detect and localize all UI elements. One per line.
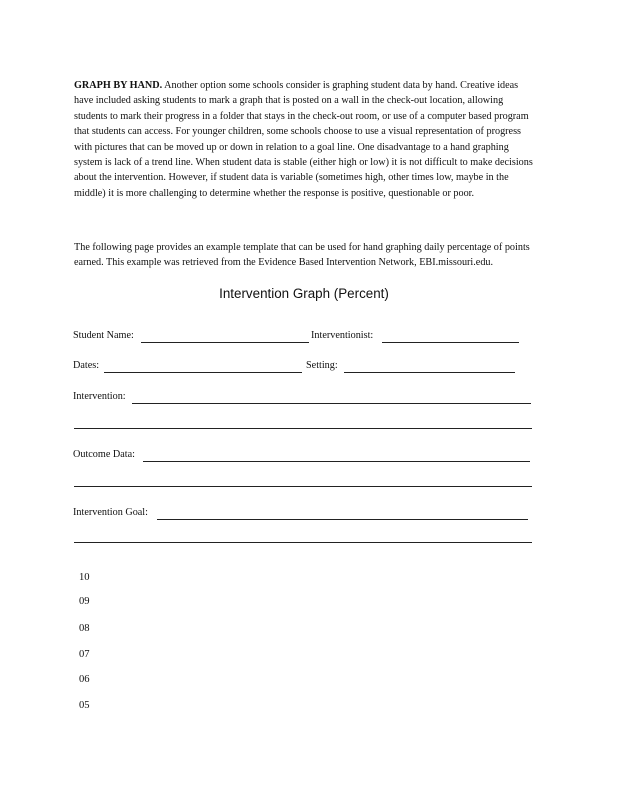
interventionist-label: Interventionist: [311, 330, 374, 341]
setting-line[interactable] [344, 372, 515, 373]
axis-tick-label: 05 [79, 700, 90, 711]
student-name-label: Student Name: [73, 330, 134, 341]
outcome-label: Outcome Data: [73, 449, 135, 460]
interventionist-line[interactable] [382, 342, 519, 343]
note-paragraph: The following page provides an example template that can be used for hand graphing daily percentage of points earned. This example was retrieved from the Evidence Based Intervention Network, EBI.missouri.edu. [74, 242, 530, 269]
intervention-extra-line[interactable] [74, 428, 532, 429]
intervention-line[interactable] [132, 403, 531, 404]
axis-tick-label: 10 [79, 572, 90, 583]
setting-label: Setting: [306, 360, 338, 371]
intro-body: Another option some schools consider is graphing student data by hand. Creative ideas have included asking students to mark a graph that is posted on a wall in the check-out location, allowing students to mark their progress in a folder that stays in the check-out room, or use of a computer based program that students can access. For younger children, some schools choose to use a visual representation of progress with pictures that can be moved up or down in relation to a goal line. One disadvantage to a hand graphing system is lack of a trend line. When student data is stable (either high or low) it is not difficult to make decisions about the intervention. However, if student data is variable (sometimes high, other times low, maybe in the middle) it is more challenging to determine whether the response is positive, questionable or poor. [74, 80, 533, 199]
intervention-label: Intervention: [73, 391, 126, 402]
axis-tick-label: 06 [79, 674, 90, 685]
form-title: Intervention Graph (Percent) [219, 286, 389, 301]
goal-label: Intervention Goal: [73, 507, 148, 518]
student-name-line[interactable] [141, 342, 309, 343]
goal-extra-line[interactable] [74, 542, 532, 543]
outcome-field [73, 449, 533, 463]
goal-line[interactable] [157, 519, 528, 520]
setting-field [306, 360, 518, 374]
goal-field [73, 507, 533, 521]
intro-paragraph [74, 78, 536, 201]
intro-heading: GRAPH BY HAND. [74, 80, 163, 91]
outcome-extra-line[interactable] [74, 486, 532, 487]
axis-tick-label: 09 [79, 596, 90, 607]
dates-label: Dates: [73, 360, 100, 371]
outcome-line[interactable] [143, 461, 530, 462]
dates-field [73, 360, 305, 374]
axis-tick-label: 08 [79, 623, 90, 634]
intervention-field [73, 391, 533, 405]
interventionist-field [311, 330, 523, 344]
dates-line[interactable] [104, 372, 302, 373]
axis-tick-label: 07 [79, 649, 90, 660]
student-name-field [73, 330, 313, 344]
